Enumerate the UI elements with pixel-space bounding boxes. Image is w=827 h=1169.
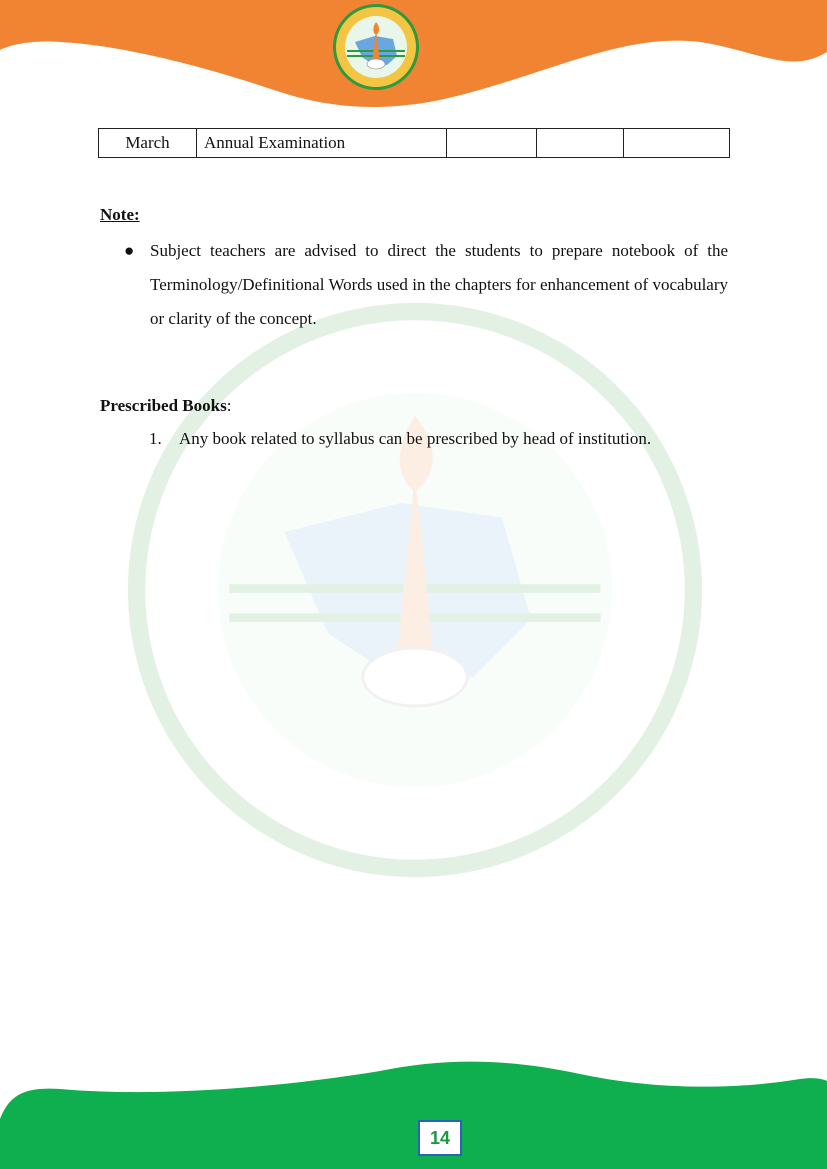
heading-colon: : xyxy=(226,396,232,415)
activity-cell: Annual Examination xyxy=(197,129,447,158)
list-item xyxy=(149,429,651,449)
empty-cell xyxy=(624,129,730,158)
schedule-table xyxy=(98,128,730,158)
list-item xyxy=(100,234,728,336)
page-number-text: 14 xyxy=(429,1127,451,1148)
board-logo xyxy=(331,2,421,92)
page-number xyxy=(418,1120,462,1156)
list-number: 1. xyxy=(149,429,162,448)
table-row xyxy=(99,129,730,158)
month-cell: March xyxy=(99,129,197,158)
footer-wave xyxy=(0,1049,827,1169)
note-text: Subject teachers are advised to direct the students to prepare notebook of the Terminology/Definitional Words used in the chapters for enhancement of vocabulary or clarity of the concept. xyxy=(150,241,728,328)
board-emblem-watermark xyxy=(125,300,705,880)
bullet-icon: ● xyxy=(124,241,135,260)
prescribed-books-heading xyxy=(100,396,231,416)
empty-cell xyxy=(537,129,624,158)
book-text: Any book related to syllabus can be prescribed by head of institution. xyxy=(179,429,652,448)
note-list xyxy=(100,234,728,336)
prescribed-books-label: Prescribed Books xyxy=(100,396,227,415)
empty-cell xyxy=(447,129,537,158)
note-heading: Note: xyxy=(100,205,140,224)
